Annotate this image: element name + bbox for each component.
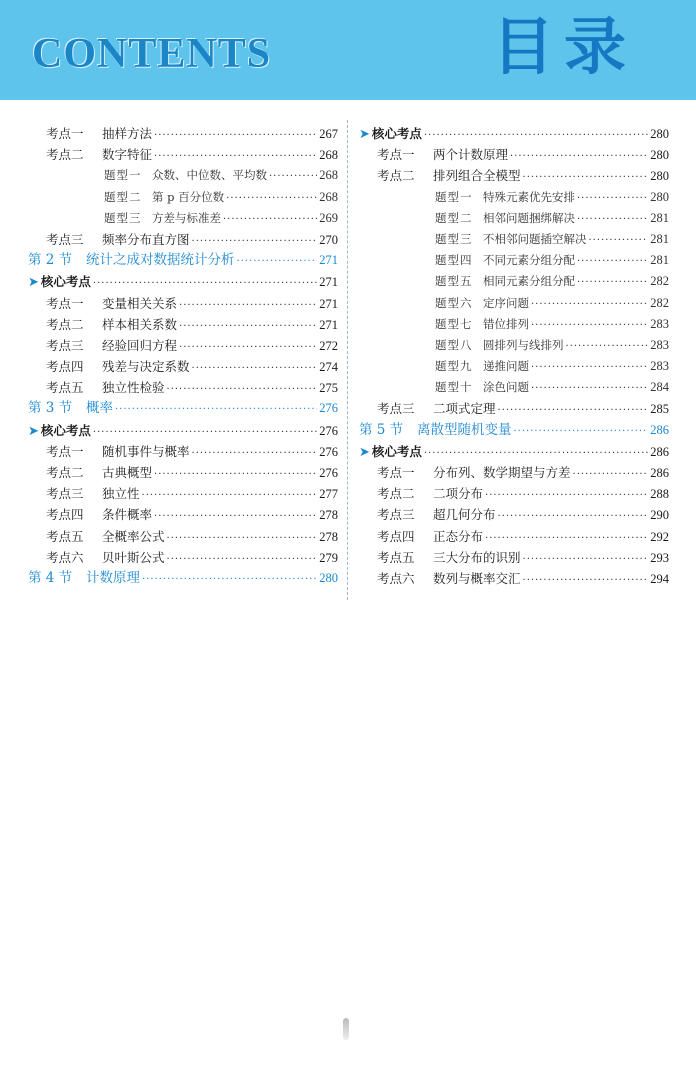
dot-leader	[154, 146, 317, 167]
toc-entry-title: 残差与决定系数	[102, 359, 190, 375]
toc-entry-page: 281	[650, 210, 669, 225]
dot-leader	[167, 528, 318, 549]
toc-entry-kd[interactable]	[28, 377, 338, 398]
toc-entry-tx[interactable]	[359, 335, 669, 356]
toc-entry-label	[28, 398, 113, 419]
toc-entry-title: 核心考点	[40, 422, 91, 438]
dot-leader	[531, 378, 648, 399]
dot-leader	[167, 549, 318, 570]
toc-entry-label	[377, 398, 496, 419]
toc-entry-title: 相邻问题捆绑解决	[483, 210, 575, 225]
dot-leader	[179, 295, 317, 316]
toc-entry-title: 变量相关关系	[102, 295, 178, 311]
toc-entry-page: 281	[650, 231, 669, 246]
toc-entry-page: 271	[319, 275, 338, 290]
toc-entry-label	[28, 568, 140, 589]
dot-leader	[566, 336, 649, 357]
toc-entry-page: 278	[319, 508, 338, 523]
toc-entry-page: 294	[650, 571, 669, 586]
toc-entry-label	[28, 250, 235, 271]
dot-leader	[523, 570, 649, 591]
toc-entry-code: 考点一	[46, 443, 84, 459]
dot-leader	[589, 230, 649, 251]
toc-entry-code: 考点六	[377, 570, 415, 586]
toc-entry-title: 统计之成对数据统计分析	[86, 252, 235, 269]
toc-entry-page: 272	[319, 338, 338, 353]
toc-entry-kd[interactable]	[28, 293, 338, 314]
toc-entry-title: 错位排列	[483, 316, 529, 331]
toc-entry-kd[interactable]	[359, 462, 669, 483]
toc-entry-page: 280	[650, 127, 669, 141]
toc-entry-code: 题型八	[435, 337, 473, 352]
toc-entry-code: 第 2 节	[28, 252, 73, 269]
toc-entry-label	[46, 229, 190, 250]
toc-entry-page: 285	[650, 402, 669, 417]
dot-leader	[154, 464, 317, 485]
header-title-cn: 目录	[491, 10, 636, 83]
toc-entry-title: 计数原理	[86, 569, 140, 586]
toc-entry-title: 核心考点	[371, 443, 422, 459]
toc-entry-core[interactable]	[28, 420, 338, 441]
toc-entry-page: 286	[650, 422, 669, 437]
toc-entry-page: 274	[319, 360, 338, 375]
toc-entry-sec[interactable]	[28, 398, 338, 419]
dot-leader	[154, 125, 317, 146]
toc-entry-kd[interactable]	[28, 144, 338, 165]
toc-entry-code: 考点五	[46, 528, 84, 544]
dot-leader	[577, 209, 648, 230]
toc-entry-code: 考点二	[46, 147, 84, 163]
toc-entry-code: 考点三	[46, 231, 84, 247]
header-title-en: CONTENTS	[32, 31, 272, 77]
toc-entry-page: 271	[319, 253, 338, 268]
toc-entry-page: 276	[319, 401, 338, 416]
toc-entry-title: 贝叶斯公式	[102, 549, 165, 565]
toc-entry-page: 268	[319, 189, 338, 204]
toc-entry-code: 考点一	[377, 147, 415, 163]
toc-entry-page: 278	[319, 529, 338, 544]
toc-right-column	[359, 123, 669, 589]
toc-entry-title: 特殊元素优先安排	[483, 189, 575, 204]
dot-leader	[523, 549, 649, 570]
toc-entry-tx[interactable]	[359, 250, 669, 271]
toc-entry-page: 292	[650, 529, 669, 544]
toc-entry-code: 考点二	[46, 316, 84, 332]
dot-leader	[179, 337, 317, 358]
toc-entry-code: 考点三	[46, 337, 84, 353]
toc-entry-label	[46, 356, 190, 377]
toc-entry-title: 样本相关系数	[102, 316, 178, 332]
toc-entry-label	[46, 377, 165, 398]
toc-entry-page: 280	[650, 148, 669, 163]
dot-leader	[192, 231, 318, 252]
toc-entry-kd[interactable]	[28, 335, 338, 356]
toc-entry-tx[interactable]	[359, 208, 669, 229]
toc-entry-title: 不同元素分组分配	[483, 253, 575, 268]
toc-entry-kd[interactable]	[359, 483, 669, 504]
toc-entry-tx[interactable]	[359, 293, 669, 314]
toc-entry-label	[435, 187, 575, 208]
dot-leader	[115, 399, 317, 420]
toc-entry-code: 题型二	[104, 189, 142, 204]
toc-entry-label	[435, 377, 529, 398]
toc-entry-code: 题型一	[435, 189, 473, 204]
dot-leader	[531, 315, 648, 336]
toc-entry-kd[interactable]	[359, 568, 669, 589]
toc-entry-code: 题型九	[435, 359, 473, 374]
toc-entry-sec[interactable]	[359, 420, 669, 441]
toc-entry-code: 考点一	[46, 126, 84, 141]
toc-entry-page: 282	[650, 295, 669, 310]
toc-entry-kd[interactable]	[28, 547, 338, 568]
toc-entry-page: 288	[650, 487, 669, 502]
dot-leader	[573, 464, 649, 485]
toc-entry-kd[interactable]	[359, 504, 669, 525]
dot-leader	[142, 569, 317, 590]
toc-entry-title: 两个计数原理	[433, 147, 509, 163]
toc-entry-title: 方差与标准差	[152, 210, 221, 225]
toc-entry-code: 第 5 节	[359, 421, 404, 438]
toc-entry-tx[interactable]	[28, 208, 338, 229]
toc-entry-tx[interactable]	[359, 356, 669, 377]
toc-entry-kd[interactable]	[359, 526, 669, 547]
dot-leader	[577, 251, 648, 272]
toc-entry-label	[46, 314, 177, 335]
toc-entry-page: 290	[650, 508, 669, 523]
toc-entry-page: 281	[650, 253, 669, 268]
toc-entry-code: 题型二	[435, 210, 473, 225]
page-fold-mark	[343, 1018, 349, 1040]
dot-leader	[93, 422, 317, 443]
dot-leader	[179, 316, 317, 337]
toc-entry-label	[435, 229, 587, 250]
toc-entry-label	[46, 483, 140, 504]
toc-entry-page: 283	[650, 316, 669, 331]
toc-entry-page: 271	[319, 296, 338, 311]
toc-entry-title: 排列组合全模型	[433, 168, 521, 184]
dot-leader	[424, 125, 648, 146]
dot-leader	[237, 251, 318, 272]
dot-leader	[424, 443, 648, 464]
toc-entry-code: 第 4 节	[28, 569, 73, 586]
dot-leader	[485, 485, 648, 506]
toc-entry-code: 考点四	[377, 528, 415, 544]
toc-entry-label	[46, 123, 152, 144]
toc-entry-tx[interactable]	[359, 187, 669, 208]
toc-entry-page: 275	[319, 381, 338, 396]
toc-entry-page: 276	[319, 444, 338, 459]
toc-entry-title: 正态分布	[433, 528, 484, 544]
toc-entry-core[interactable]	[28, 271, 338, 292]
toc-entry-title: 数字特征	[102, 147, 153, 163]
toc-entry-kd[interactable]	[28, 356, 338, 377]
dot-leader	[154, 506, 317, 527]
toc-entry-label	[46, 293, 177, 314]
toc-entry-label	[359, 420, 512, 441]
toc-entry-title: 全概率公式	[102, 528, 165, 544]
dot-leader	[531, 294, 648, 315]
toc-entry-tx[interactable]	[359, 314, 669, 335]
toc-entry-title: 数列与概率交汇	[433, 570, 521, 586]
toc-entry-label	[435, 208, 575, 229]
toc-entry-title: 独立性检验	[102, 380, 165, 396]
toc-entry-tx[interactable]	[28, 187, 338, 208]
toc-entry-kd[interactable]	[28, 229, 338, 250]
toc-entry-kd[interactable]	[28, 123, 338, 144]
toc-entry-label	[28, 271, 91, 293]
toc-entry-page: 276	[319, 423, 338, 438]
arrow-icon: ➤	[28, 423, 39, 439]
toc-left-column	[28, 123, 338, 589]
toc-entry-label	[377, 462, 571, 483]
toc-entry-kd[interactable]	[28, 314, 338, 335]
toc-entry-code: 第 3 节	[28, 400, 73, 417]
toc-entry-page: 286	[650, 444, 669, 459]
dot-leader	[167, 379, 318, 400]
dot-leader	[531, 357, 648, 378]
toc-entry-page: 283	[650, 359, 669, 374]
toc-entry-page: 276	[319, 466, 338, 480]
toc-entry-label	[377, 144, 508, 165]
toc-entry-title: 圆排列与线排列	[483, 337, 564, 352]
toc-entry-title: 核心考点	[371, 126, 422, 141]
toc-entry-page: 279	[319, 550, 338, 565]
toc-entry-sec[interactable]	[28, 250, 338, 271]
toc-entry-title: 分布列、数学期望与方差	[433, 465, 571, 480]
dot-leader	[577, 188, 648, 209]
toc-entry-tx[interactable]	[359, 377, 669, 398]
toc-entry-page: 269	[319, 210, 338, 225]
dot-leader	[485, 528, 648, 549]
toc-entry-title: 随机事件与概率	[102, 443, 190, 459]
toc-entry-sec[interactable]	[28, 568, 338, 589]
toc-entry-page: 286	[650, 466, 669, 480]
toc-entry-title: 条件概率	[102, 507, 153, 523]
toc-entry-code: 考点一	[377, 465, 415, 480]
toc-entry-label	[435, 356, 529, 377]
dot-leader	[514, 421, 649, 442]
toc-entry-kd[interactable]	[359, 165, 669, 186]
dot-leader	[523, 167, 649, 188]
toc-entry-label	[435, 271, 575, 292]
toc-entry-kd[interactable]	[28, 483, 338, 504]
toc-entry-kd[interactable]	[28, 526, 338, 547]
toc-entry-label	[359, 441, 422, 463]
toc-entry-kd[interactable]	[28, 462, 338, 483]
toc-entry-title: 核心考点	[40, 274, 91, 290]
dot-leader	[192, 358, 318, 379]
dot-leader	[93, 273, 317, 294]
toc-entry-label	[359, 123, 422, 145]
toc-entry-label	[104, 187, 224, 208]
toc-entry-code: 考点六	[46, 549, 84, 565]
toc-entry-title: 众数、中位数、平均数	[152, 168, 267, 183]
dot-leader	[223, 209, 317, 230]
toc-entry-label	[46, 547, 165, 568]
dot-leader	[142, 485, 318, 506]
dot-leader	[498, 400, 649, 421]
dot-leader	[510, 146, 648, 167]
toc-entry-code: 考点一	[46, 295, 84, 311]
dot-leader	[226, 188, 317, 209]
toc-entry-title: 经验回归方程	[102, 337, 178, 353]
toc-entry-code: 题型三	[104, 210, 142, 225]
dot-leader	[269, 166, 317, 187]
toc-entry-kd[interactable]	[359, 547, 669, 568]
toc-entry-code: 考点三	[377, 507, 415, 523]
toc-entry-label	[46, 504, 152, 525]
toc-entry-title: 独立性	[102, 486, 140, 502]
toc-entry-title: 三大分布的识别	[433, 549, 521, 565]
toc-entry-page: 280	[319, 570, 338, 585]
toc-entry-label	[46, 144, 152, 165]
toc-entry-code: 题型四	[435, 253, 473, 268]
header-banner	[0, 0, 696, 100]
toc-entry-label	[46, 462, 152, 483]
toc-entry-kd[interactable]	[28, 504, 338, 525]
toc-entry-page: 284	[650, 380, 669, 395]
toc-entry-title: 二项式定理	[433, 401, 496, 417]
toc-entry-code: 考点二	[377, 168, 415, 184]
arrow-icon: ➤	[359, 127, 370, 142]
toc-entry-page: 268	[319, 148, 338, 163]
toc-entry-page: 277	[319, 487, 338, 502]
toc-entry-title: 定序问题	[483, 295, 529, 310]
toc-entry-code: 题型七	[435, 316, 473, 331]
toc-entry-label	[46, 526, 165, 547]
toc-entry-code: 考点二	[46, 465, 84, 480]
toc-entry-code: 题型一	[104, 168, 142, 183]
column-divider	[347, 120, 348, 600]
toc-entry-title: 第 p 百分位数	[152, 189, 225, 204]
toc-entry-code: 题型六	[435, 295, 473, 310]
toc-entry-label	[435, 314, 529, 335]
toc-entry-page: 293	[650, 550, 669, 565]
toc-entry-label	[104, 165, 267, 186]
toc-entry-label	[435, 250, 575, 271]
toc-entry-code: 考点二	[377, 486, 415, 502]
dot-leader	[577, 272, 648, 293]
toc-entry-label	[28, 420, 91, 442]
toc-entry-title: 涂色问题	[483, 380, 529, 395]
toc-entry-label	[377, 526, 483, 547]
toc-entry-code: 考点三	[46, 486, 84, 502]
toc-entry-title: 离散型随机变量	[417, 421, 512, 438]
toc-entry-kd[interactable]	[359, 398, 669, 419]
toc-entry-code: 题型十	[435, 380, 473, 395]
toc-entry-page: 280	[650, 169, 669, 184]
toc-entry-page: 270	[319, 232, 338, 247]
toc-entry-title: 相同元素分组分配	[483, 274, 575, 289]
toc-entry-tx[interactable]	[359, 229, 669, 250]
toc-entry-page: 283	[650, 337, 669, 352]
toc-entry-title: 不相邻问题插空解决	[483, 231, 587, 246]
toc-entry-label	[377, 165, 521, 186]
toc-entry-label	[46, 441, 190, 462]
toc-entry-label	[377, 483, 483, 504]
toc-entry-title: 古典概型	[102, 465, 153, 480]
toc-entry-page: 282	[650, 274, 669, 289]
toc-entry-label	[435, 293, 529, 314]
toc-entry-code: 题型五	[435, 274, 473, 289]
toc-entry-code: 考点五	[377, 549, 415, 565]
toc-entry-core[interactable]	[359, 441, 669, 462]
toc-entry-title: 超几何分布	[433, 507, 496, 523]
toc-entry-title: 二项分布	[433, 486, 484, 502]
toc-entry-title: 递推问题	[483, 359, 529, 374]
toc-entry-page: 271	[319, 317, 338, 332]
toc-entry-label	[377, 547, 521, 568]
toc-entry-label	[377, 568, 521, 589]
toc-entry-code: 题型三	[435, 231, 473, 246]
toc-entry-tx[interactable]	[28, 165, 338, 186]
toc-entry-label	[46, 335, 177, 356]
toc-entry-code: 考点五	[46, 380, 84, 396]
toc-entry-title: 概率	[86, 400, 113, 417]
dot-leader	[498, 506, 649, 527]
toc-entry-kd[interactable]	[359, 144, 669, 165]
arrow-icon: ➤	[28, 275, 39, 291]
arrow-icon: ➤	[359, 444, 370, 460]
toc-entry-code: 考点四	[46, 507, 84, 523]
toc-entry-core[interactable]	[359, 123, 669, 144]
toc-entry-label	[104, 208, 221, 229]
toc-entry-page: 280	[650, 189, 669, 204]
toc-entry-title: 频率分布直方图	[102, 231, 190, 247]
toc-entry-label	[377, 504, 496, 525]
toc-entry-page: 268	[319, 168, 338, 183]
toc-entry-label	[435, 335, 564, 356]
toc-entry-code: 考点三	[377, 401, 415, 417]
toc-entry-code: 考点四	[46, 359, 84, 375]
toc-entry-kd[interactable]	[28, 441, 338, 462]
toc-entry-title: 抽样方法	[102, 126, 153, 141]
toc-entry-page: 267	[319, 127, 338, 141]
toc-entry-tx[interactable]	[359, 271, 669, 292]
dot-leader	[192, 443, 318, 464]
